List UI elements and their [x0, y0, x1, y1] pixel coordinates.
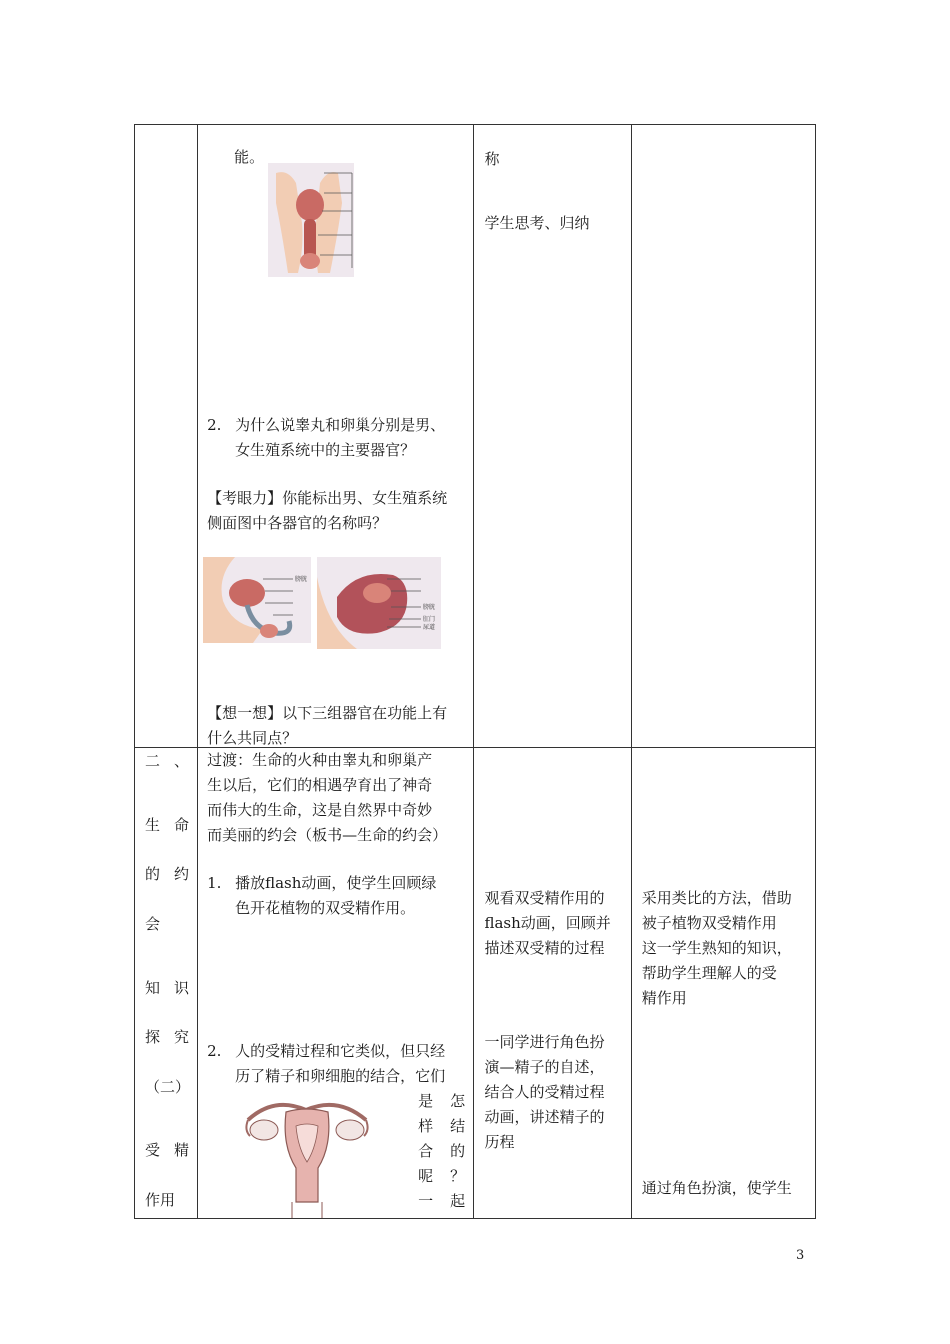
- student-text: 动画，讲述精子的: [484, 1108, 605, 1126]
- female-side-diagram: [317, 557, 441, 649]
- stage-label: 探 究: [145, 1028, 189, 1046]
- stage-label: 受 精: [145, 1141, 189, 1159]
- step-2-right-text: 合 的: [418, 1142, 467, 1160]
- design-text: 精作用: [641, 989, 687, 1007]
- svg-text:膀胱: 膀胱: [295, 576, 308, 583]
- student-text-1: 称: [484, 150, 500, 168]
- question-2: 2. 为什么说睾丸和卵巢分别是男、: [207, 416, 446, 434]
- stage-label: （二）: [145, 1078, 191, 1096]
- student-text: 结合人的受精过程: [484, 1083, 605, 1101]
- table-row: [135, 748, 816, 1219]
- stage-label: 会: [145, 915, 161, 933]
- male-front-diagram: [268, 163, 354, 277]
- question-2-line2: 女生殖系统中的主要器官？: [235, 441, 416, 459]
- page-number: 3: [796, 1248, 805, 1263]
- design-text: 这一学生熟知的知识，: [641, 939, 792, 957]
- table-row: [135, 125, 816, 748]
- design-intent-cell: [631, 125, 815, 748]
- student-text: 观看双受精作用的: [484, 889, 605, 907]
- step-1: 1. 播放flash动画，使学生回顾绿: [207, 874, 437, 892]
- step-2-right-text: 样 结: [418, 1117, 467, 1135]
- uterus-diagram: [234, 1090, 380, 1218]
- transition-line: 而伟大的生命，这是自然界中奇妙: [207, 801, 433, 819]
- student-activity-cell: [474, 125, 631, 748]
- step-2-right-text: 呢 ？: [418, 1167, 467, 1185]
- stage-label: 作用: [145, 1191, 176, 1209]
- svg-text:膀胱: 膀胱: [423, 604, 436, 611]
- design-text: 采用类比的方法，借助: [641, 889, 792, 907]
- step-2-line2: 历了精子和卵细胞的结合，它们: [235, 1067, 446, 1085]
- svg-text:肛门: 肛门: [423, 616, 436, 623]
- lesson-table: [134, 124, 816, 1219]
- design-text: 被子植物双受精作用: [641, 914, 777, 932]
- student-text-2: 学生思考、归纳: [484, 214, 590, 232]
- step-1-line2: 色开花植物的双受精作用。: [235, 899, 416, 917]
- stage-label: 知 识: [145, 979, 189, 997]
- student-text: 描述双受精的过程: [484, 939, 605, 957]
- student-activity-cell: [474, 748, 631, 1219]
- design-intent-cell: [631, 748, 815, 1219]
- male-side-diagram: [203, 557, 311, 643]
- step-2-right-text: 一 起: [418, 1192, 467, 1210]
- svg-text:尿道: 尿道: [423, 624, 436, 631]
- student-text: 演—精子的自述，: [484, 1058, 605, 1076]
- stage-cell: [135, 125, 198, 748]
- teacher-activity-cell: [198, 125, 474, 748]
- xiangyixiang-line1: 【想一想】以下三组器官在功能上有: [207, 704, 448, 722]
- teacher-activity-cell: [198, 748, 474, 1219]
- xiangyixiang-line2: 什么共同点？: [207, 729, 298, 747]
- design-text: 通过角色扮演，使学生: [641, 1179, 792, 1197]
- kaoyanli-line2: 侧面图中各器官的名称吗？: [207, 514, 388, 532]
- design-text: 帮助学生理解人的受: [641, 964, 777, 982]
- transition-line: 而美丽的约会（板书—生命的约会）: [207, 826, 448, 844]
- stage-label: 的 约: [145, 865, 189, 883]
- continued-text: 能。: [234, 148, 265, 166]
- step-2: 2. 人的受精过程和它类似，但只经: [207, 1042, 446, 1060]
- stage-label: 生 命: [145, 816, 189, 834]
- student-text: flash动画，回顾并: [484, 914, 611, 932]
- stage-cell: [135, 748, 198, 1219]
- kaoyanli-line1: 【考眼力】你能标出男、女生殖系统: [207, 489, 448, 507]
- transition-line: 生以后，它们的相遇孕育出了神奇: [207, 776, 433, 794]
- transition-line: 过渡：生命的火种由睾丸和卵巢产: [207, 751, 433, 769]
- student-text: 一同学进行角色扮: [484, 1033, 605, 1051]
- student-text: 历程: [484, 1133, 515, 1151]
- step-2-right-text: 是 怎: [418, 1092, 467, 1110]
- stage-label: 二、: [145, 752, 189, 770]
